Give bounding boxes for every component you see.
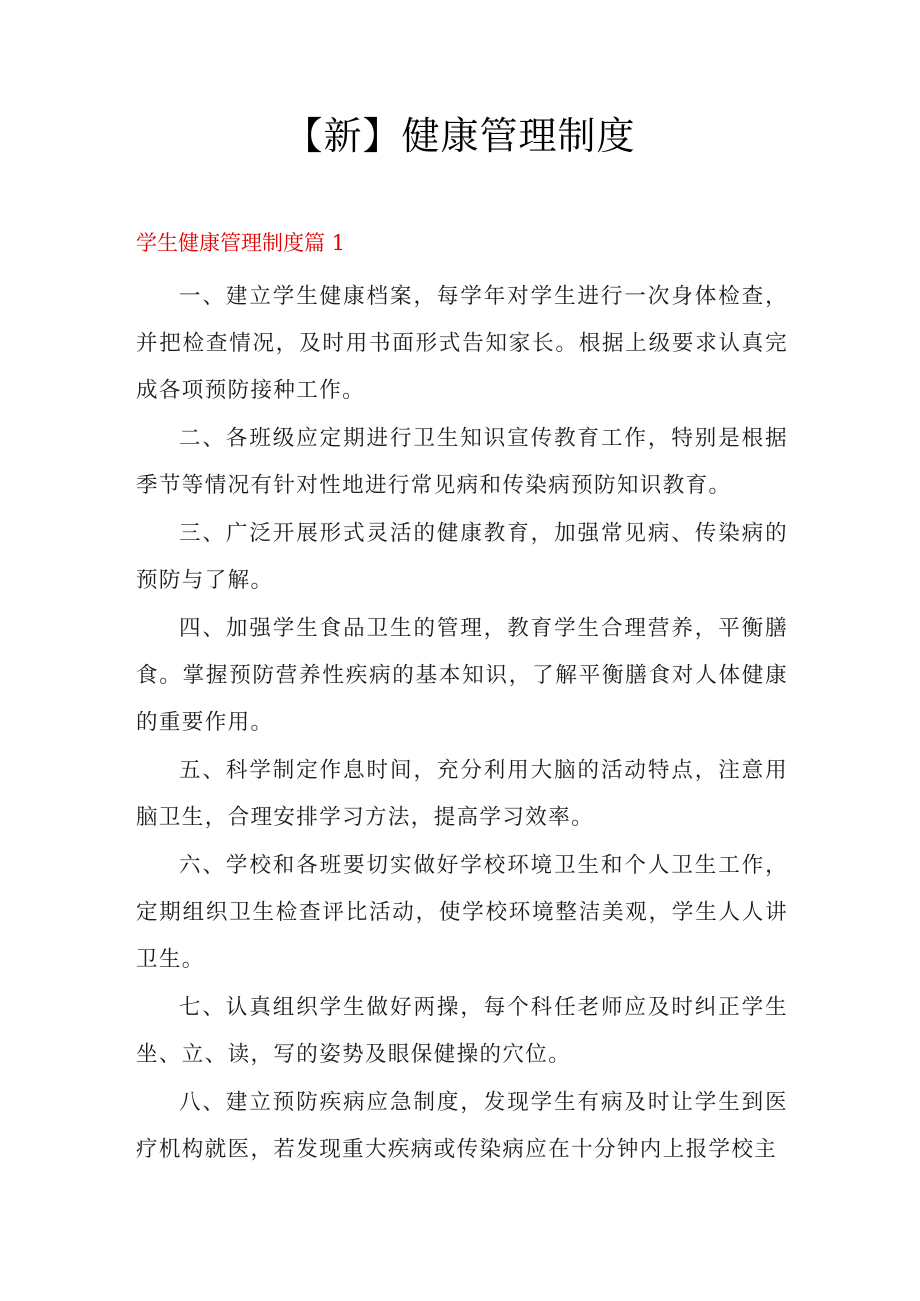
section-heading: 学生健康管理制度篇 1 bbox=[136, 231, 346, 255]
page-title: 【新】健康管理制度 bbox=[284, 114, 636, 158]
paragraph-1: 一、建立学生健康档案，每学年对学生进行一次身体检查，并把检查情况，及时用书面形式告知家长。根据上级要求认真完成各项预防接种工作。 bbox=[136, 284, 788, 403]
paragraph-5: 五、科学制定作息时间，充分利用大脑的活动特点，注意用脑卫生，合理安排学习方法，提高学习效率。 bbox=[136, 758, 788, 830]
paragraph-8: 八、建立预防疾病应急制度，发现学生有病及时让学生到医疗机构就医，若发现重大疾病或传染病应在十分钟内上报学校主 bbox=[136, 1090, 788, 1162]
paragraph-2: 二、各班级应定期进行卫生知识宣传教育工作，特别是根据季节等情况有针对性地进行常见病和传染病预防知识教育。 bbox=[136, 426, 788, 498]
paragraph-6: 六、学校和各班要切实做好学校环境卫生和个人卫生工作，定期组织卫生检查评比活动，使学校环境整洁美观，学生人人讲卫生。 bbox=[136, 853, 788, 972]
paragraph-4: 四、加强学生食品卫生的管理，教育学生合理营养，平衡膳食。掌握预防营养性疾病的基本知识，了解平衡膳食对人体健康的重要作用。 bbox=[136, 616, 788, 735]
document-body bbox=[136, 273, 788, 1174]
paragraph-7: 七、认真组织学生做好两操，每个科任老师应及时纠正学生坐、立、读，写的姿势及眼保健操的穴位。 bbox=[136, 995, 788, 1067]
paragraph-3: 三、广泛开展形式灵活的健康教育，加强常见病、传染病的预防与了解。 bbox=[136, 521, 788, 593]
